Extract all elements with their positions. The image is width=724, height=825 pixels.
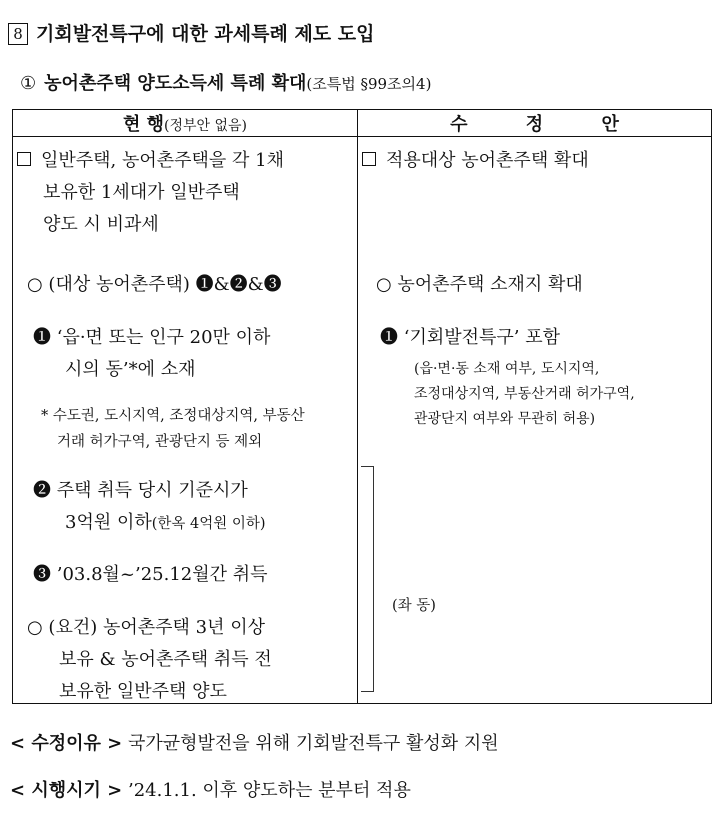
effective-text: ’24.1.1. 이후 양도하는 분부터 적용 — [127, 780, 411, 801]
current-requirement-line1: ○ (요건) 농어촌주택 3년 이상 — [27, 617, 265, 638]
current-item1-line2: 보유한 1세대가 일반주택 — [43, 182, 240, 203]
reason-text: 국가균형발전을 위해 기회발전특구 활성화 지원 — [127, 733, 499, 754]
proposed-cell — [358, 137, 712, 704]
reason-label: < 수정이유 > — [10, 733, 123, 754]
checkbox-square-icon — [362, 152, 376, 166]
current-criterion2-line2: 3억원 이하(한옥 4억원 이하) — [65, 512, 266, 533]
current-criterion1-line2: 시의 동’*에 소재 — [65, 359, 196, 380]
proposed-expand-line: ○ 농어촌주택 소재지 확대 — [376, 274, 583, 295]
header-current — [13, 110, 358, 137]
current-criterion2-line1: ❷ 주택 취득 당시 기준시가 — [33, 480, 248, 501]
effective-label: < 시행시기 > — [10, 780, 123, 801]
current-item1: 일반주택, 농어촌주택을 각 1채 — [17, 145, 284, 177]
footer-effective — [10, 776, 411, 802]
section-number-box: 8 — [8, 23, 28, 45]
current-requirement-line3: 보유한 일반주택 양도 — [59, 681, 227, 702]
law-reference: (조특법 §99조의4) — [306, 75, 432, 93]
current-target-line: ○ (대상 농어촌주택) ❶&❷&❸ — [27, 274, 282, 295]
subsection-marker: ① — [20, 73, 37, 94]
proposed-criterion1-note1: (읍·면·동 소재 여부, 도시지역, — [414, 361, 600, 377]
header-proposed — [358, 110, 712, 137]
current-requirement-line2: 보유 & 농어촌주택 취득 전 — [59, 649, 272, 670]
section-title — [8, 19, 374, 46]
header-current-note: (정부안 없음) — [164, 118, 248, 134]
current-footnote-line2: 거래 허가구역, 관광단지 등 제외 — [57, 434, 263, 450]
proposed-same-as-left: (좌 동) — [392, 598, 436, 614]
current-footnote-line1: * 수도권, 도시지역, 조정대상지역, 부동산 — [41, 408, 305, 424]
subsection-title-text: 농어촌주택 양도소득세 특례 확대 — [44, 73, 307, 94]
footer-reason — [10, 729, 499, 755]
current-criterion1-line1: ❶ ‘읍·면 또는 인구 20만 이하 — [33, 327, 271, 348]
subsection-title — [20, 69, 431, 95]
right-bracket — [361, 466, 374, 692]
section-title-text: 기회발전특구에 대한 과세특례 제도 도입 — [36, 23, 375, 45]
proposed-criterion1-note2: 조정대상지역, 부동산거래 허가구역, — [414, 386, 635, 402]
proposed-criterion1: ❶ ‘기회발전특구’ 포함 — [380, 327, 560, 348]
header-proposed-label: 수 정 안 — [450, 114, 645, 135]
header-current-label: 현 행 — [122, 114, 165, 135]
checkbox-square-icon — [17, 152, 31, 166]
current-criterion3: ❸ ’03.8월~’25.12월간 취득 — [33, 564, 268, 585]
proposed-criterion1-note3: 관광단지 여부와 무관히 허용) — [414, 411, 596, 427]
proposed-item1: 적용대상 농어촌주택 확대 — [362, 145, 589, 177]
current-item1-line3: 양도 시 비과세 — [43, 214, 159, 235]
current-cell — [13, 137, 358, 704]
